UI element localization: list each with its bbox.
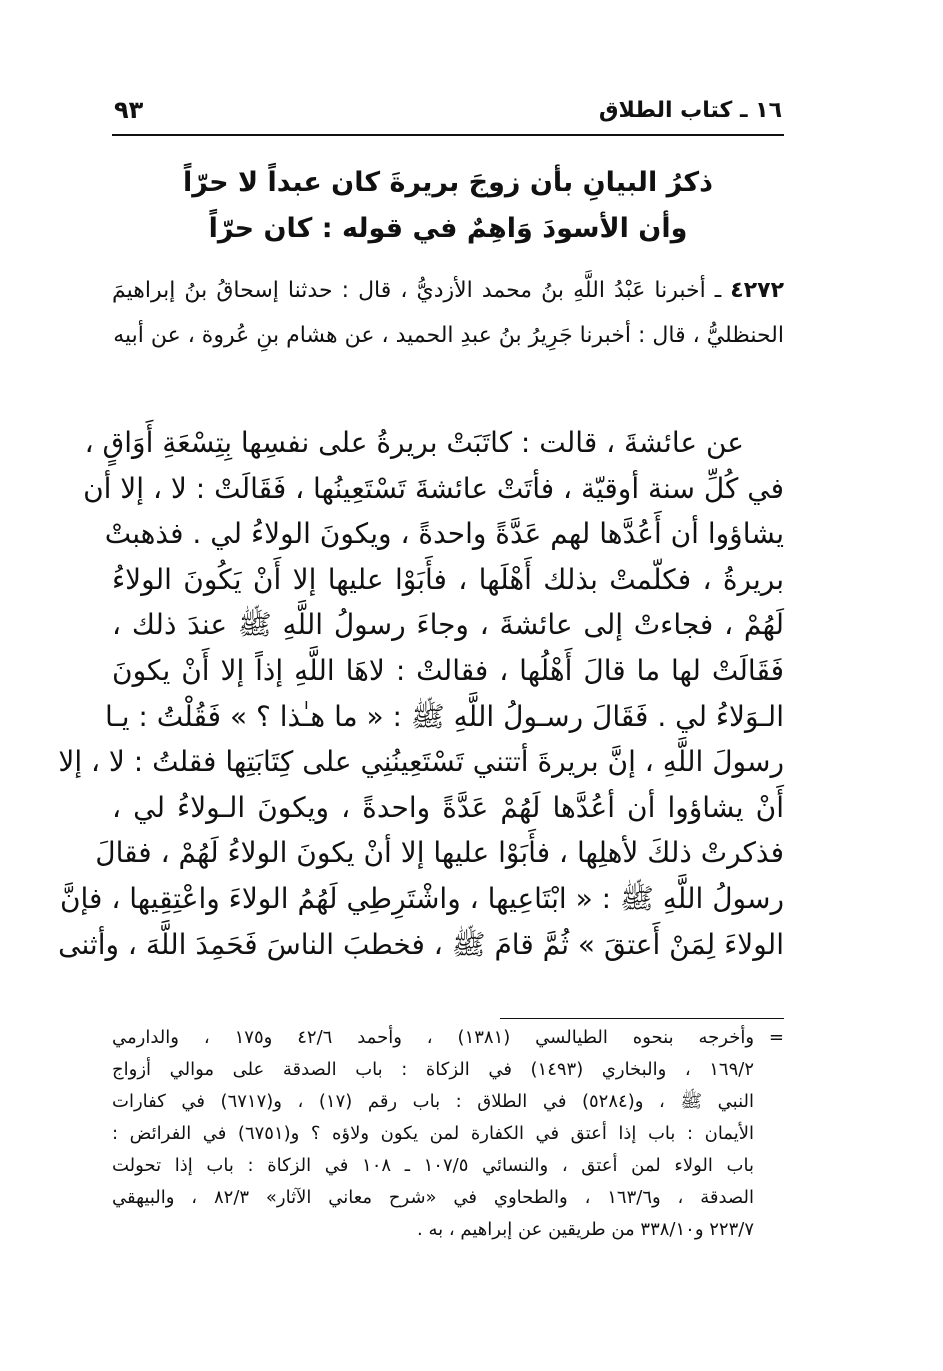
chapter-running-title: ١٦ ـ كتاب الطلاق <box>598 98 782 123</box>
page-number: ٩٣ <box>114 96 144 124</box>
footnote-line: الصدقة ، و١٦٣/٦ ، والطحاوي في «شرح معاني الآثار» ٨٢/٣ ، والبيهقي <box>112 1187 755 1208</box>
footnote-continuation-mark: = <box>768 1027 784 1048</box>
hadith-line: في كُلِّ سنة أوقيّة ، فأتَتْ عائشةَ تَسْتَعِينُها ، فَقَالَتْ : لا ، إلا أن <box>83 471 784 505</box>
hadith-line: الولاءَ لِمَنْ أَعتقَ » ثُمَّ قامَ ﷺ ، فخطبَ الناسَ فَحَمِدَ اللَّهَ ، وأثنى <box>58 927 784 961</box>
hadith-line: لَهُمْ ، فجاءتْ إلى عائشةَ ، وجاءَ رسولُ اللَّهِ ﷺ عندَ ذلك ، <box>112 608 784 642</box>
isnad-text: ـ أخبرنا عَبْدُ اللَّهِ بنُ محمد الأزديُّ ، قال : حدثنا إسحاقُ بنُ إبراهيمَ الحنظليُّ ، قال : أخبرنا جَرِيرُ بنُ عبدِ الحميد ، عن هشام بنِ عُروة ، عن أبيه <box>112 278 784 348</box>
hadith-line: بريرةُ ، فكلّمتْ بذلك أَهْلَها ، فأَبَوْا عليها إلا أَنْ يَكُونَ الولاءُ <box>112 562 784 596</box>
hadith-line: فَقَالَتْ لها ما قالَ أَهْلُها ، فقالتْ : لاهَا اللَّهِ إذاً إلا أَنْ يكونَ <box>112 653 784 687</box>
footnote-line: باب الولاء لمن أعتق ، والنسائي ١٠٧/٥ ـ ١٠٨ في الزكاة : باب إذا تحولت <box>112 1155 754 1176</box>
isnad-paragraph <box>112 268 784 358</box>
footnote-line: النبي ﷺ ، و(٥٢٨٤) في الطلاق : باب رقم (١٧) ، و(٦٧١٧) في كفارات <box>112 1091 754 1112</box>
footnotes <box>112 1022 784 1246</box>
chapter-heading-line-2: وأن الأسودَ وَاهِمٌ في قوله : كان حرّاً <box>208 213 688 244</box>
chapter-heading <box>112 160 784 252</box>
hadith-line: فذكرتْ ذلكَ لأهلِها ، فأَبَوْا عليها إلا أنْ يكونَ الولاءُ لَهُمْ ، فقالَ <box>95 836 784 870</box>
chapter-heading-line-1: ذكرُ البيانِ بأن زوجَ بريرةَ كان عبداً لا حرّاً <box>183 167 713 198</box>
footnote-line: ٢٢٣/٧ و٣٣٨/١٠ من طريقين عن إبراهيم ، به . <box>417 1219 754 1240</box>
hadith-line: رسولَ اللَّهِ ، إنَّ بريرةَ أتتني تَسْتَعِينُنِي على كِتَابَتِها فقلتُ : لا ، إلا <box>58 745 784 779</box>
hadith-line: عن عائشةَ ، قالت : كاتَبَتْ بريرةُ على نفسِها بِتِسْعَةِ أَوَاقٍ ، <box>84 426 744 459</box>
footnote-line: وأخرجه بنحوه الطيالسي (١٣٨١) ، وأحمد ٤٢/٦ و١٧٥ ، والدارمي <box>112 1027 755 1048</box>
footnote-separator <box>500 1018 784 1019</box>
hadith-line: الـوَلاءُ لي . فَقَالَ رسـولُ اللَّهِ ﷺ : « ما هـٰذا ؟ » فَقُلْتُ : يـا <box>104 699 784 733</box>
running-head <box>112 92 784 136</box>
hadith-number: ٤٢٧٢ <box>730 278 784 303</box>
hadith-line: يشاؤوا أن أَعُدَّها لهم عَدَّةً واحدةً ، ويكونَ الولاءُ لي . فذهبتْ <box>104 517 784 551</box>
hadith-line: رسولُ اللَّهِ ﷺ : « ابْتَاعِيها ، واشْتَرِطِي لَهُمُ الولاءَ واعْتِقِيها ، فإنَّ <box>59 881 784 915</box>
footnote-line: ١٦٩/٢ ، والبخاري (١٤٩٣) في الزكاة : باب الصدقة على موالي أزواج <box>112 1059 754 1080</box>
hadith-line: أَنْ يشاؤوا أن أعُدَّها لَهُمْ عَدَّةً واحدةً ، ويكونَ الـولاءُ لي ، <box>112 790 784 824</box>
footnote-line: الأيمان : باب إذا أعتق في الكفارة لمن يكون ولاؤه ؟ و(٦٧٥١) في الفرائض : <box>112 1123 754 1144</box>
hadith-text <box>58 420 784 967</box>
